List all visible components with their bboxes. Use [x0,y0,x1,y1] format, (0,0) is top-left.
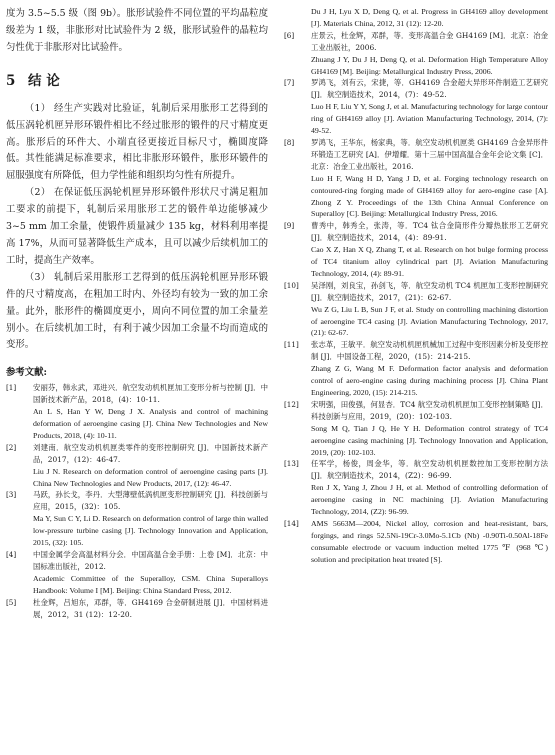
reference-en: Liu J N. Research on deformation control of aeroengine casing parts [J]. China New Technologies and New Products, 2017, (12): 46-47. [33,466,268,488]
reference-item [284,6,548,30]
reference-tag: [3] [6,490,17,500]
reference-item [284,280,548,340]
reference-tag: [5] [6,597,17,607]
reference-tag: [7] [284,78,295,88]
reference-en: Zhuang J Y, Du J H, Deng Q, et al. Deformation High Temperature Alloy GH4169 [M]. Beijing: Metallurgical Industry Press, 2006. [311,54,548,76]
reference-item [6,442,268,490]
section-heading [6,71,268,91]
reference-zh: 吴泽刚，刘良宝，孙剑飞，等．航空发动机 TC4 机匣加工变形控制研究 [J]．航空制造技术，2017，(21)：62-67. [311,280,548,302]
reference-tag: [12] [284,399,299,409]
reference-list-left [6,382,268,620]
reference-item [6,382,268,442]
conclusion-2: （2） 在保证低压涡轮机匣异形环锻件形状尺寸满足粗加工要求的前提下，轧制后采用胀形工艺的锻件单边能够减少 3~5 mm 加工余量，使锻件质量减少 135 kg，材料利用率提高 17%，从而可显著降低生产成本，且可以减少后续机加工的工时，提高生产效率。 [6,187,268,266]
reference-zh: 曹秀中，韩秀全，张涛，等．TC4 钛合金筒形件分瓣热胀形工艺研究 [J]．航空制造技术，2014，(4)：89-91. [311,221,548,243]
reference-tag: [11] [284,340,299,350]
reference-zh: 张志革，王敏平．航空发动机机匣机械加工过程中变形因素分析及变形控制 [J]．中国设备工程，2020，(15)：214-215. [311,340,548,362]
references-title: 参考文献: [6,367,47,379]
reference-en: Luo H F, Liu Y Y, Song J, et al. Manufacturing technology for large contour ring of GH4169 alloy [J]. Aviation Manufacturing Technology, 2014, (7): 49-52. [311,102,548,136]
reference-zh: 宋明强，田俊强，何显杏．TC4 航空发动机机匣加工变形控制策略 [J]．科技创新与应用，2019，(20)：102-103. [311,399,548,421]
reference-item [284,339,548,399]
reference-en: Luo H F, Wang H D, Yang J D, et al. Forging technology research on contoured-ring forging made of GH4169 alloy for aero-engine case [A]. Zhong Z Y. Proceedings of the 13th China Annual Conference on Superalloy [C]. Beijing: Metallurgical Industry Press, 2016. [311,173,548,219]
reference-en: Song M Q, Tian J Q, He Y H. Deformation control strategy of TC4 aeroengine casing machining [J]. Technology Innovation and Application, 2019, (20): 102-103. [311,423,548,457]
reference-tag: [8] [284,137,295,147]
reference-item [6,549,268,597]
reference-item [284,137,548,220]
reference-item [284,458,548,518]
reference-item [284,518,548,566]
section-title: 结 论 [28,72,60,89]
reference-zh: 罗鸿飞，王华东，杨家典，等．航空发动机机匣类 GH4169 合金异形件环锻造工艺研究 [A]．伊增耀．第十三届中国高温合金年会论文集 [C]．北京：冶金工业出版社，2016. [311,137,548,171]
section-number: 5 [6,72,16,89]
reference-item [284,77,548,137]
reference-en: Cao X Z, Han X Q, Zhang T, et al. Research on hot bulge forming process of TC4 titanium alloy cylindrical part [J]. Aviation Manufacturing Technology, 2014, (4): 89-91. [311,245,548,278]
reference-en: Du J H, Lyu X D, Deng Q, et al. Progress in GH4169 alloy development [J]. Materials China, 2012, 31 (12): 12-20. [311,7,548,28]
left-column [6,6,268,620]
reference-zh: 马跃，孙长戈，李丹．大型薄壁低涡机匣变形控制研究 [J]．科技创新与应用，2015，(32)：105. [33,490,268,512]
reference-tag: [2] [6,442,17,452]
reference-tag: [1] [6,383,17,393]
reference-list-right [284,6,548,566]
reference-zh: 罗鸿飞，刘有云，宋捷，等．GH4169 合金超大异形环件制造工艺研究 [J]．航空制造技术，2014，(7)：49-52. [311,78,548,100]
reference-en: Zhang Z G, Wang M F. Deformation factor analysis and deformation control of aero-engine casing during machining process [J]. China Plant Engineering, 2020, (15): 214-215. [311,364,548,397]
reference-item [6,489,268,549]
reference-item [284,220,548,280]
reference-en: An L S, Han Y W, Deng J X. Analysis and control of machining deformation of aeroengine casing [J]. China New Technologies and New Products, 2018, (4): 10-11. [33,407,268,440]
reference-tag: [6] [284,30,295,40]
reference-zh: 杜金辉，吕旭东，邓群，等．GH4169 合金研制进展 [J]．中国材料进展，2012，31 (12)：12-20. [33,597,268,619]
reference-en: Ren J X, Yang J, Zhou J H, et al. Method of controlling deformation of aeroengine casing in NC machining [J]. Aviation Manufacturing Technology, 2014, (Z2): 96-99. [311,483,548,517]
conclusion-3: （3） 轧制后采用胀形工艺得到的低压涡轮机匣异形环锻件的尺寸精度高，在粗加工时内、外径均有较为一致的加工余量。此外，胀形件的椭圆度更小，周向不同位置的加工余量差别小。在后续机加工时，有利于减少因加工余量不均而造成的变形。 [6,271,268,351]
reference-tag: [13] [284,459,299,469]
intro-paragraph: 度为 3.5~5.5 级（图 9b）。胀形试验件不同位置的平均晶粒度级差为 1 级，非胀形对比试验件为 2 级，胀形试验件的晶粒均匀性优于非胀形对比试验件。 [6,8,268,53]
reference-tag: [4] [6,550,17,559]
reference-item [284,30,548,78]
reference-zh: 中国金属学会高温材料分会．中国高温合金手册：上卷 [M]．北京：中国标准出版社，2012. [33,550,268,571]
reference-zh: 刘建南．航空发动机机匣类零件的变形控制研究 [J]．中国新技术新产品，2017，(12)：46-47. [33,442,268,464]
reference-en: Academic Committee of the Superalloy, CSM. China Superalloys Handbook: Volume I [M]. Beijing: China Standard Press, 2012. [33,573,268,595]
reference-zh: 任军学，杨俊，周金华，等．航空发动机机匣数控加工变形控制方法 [J]．航空制造技术，2014，(Z2)：96-99. [311,459,548,481]
reference-item [284,399,548,459]
reference-zh: 安丽芬，韩永武，邓进兴．航空发动机机匣加工变形分析与控制 [J]．中国新技术新产品，2018，(4)：10-11. [33,383,268,405]
reference-en: Ma Y, Sun C Y, Li D. Research on deformation control of large thin walled low-pressure turbine casing [J]. Technology Innovation and Application, 2015, (32): 105. [33,514,268,548]
conclusion-1: （1） 经生产实践对比验证，轧制后采用胀形工艺得到的低压涡轮机匣异形环锻件相比不经过胀形的锻件的尺寸精度更高。胀形后的环件大、小端直径更接近目标尺寸，椭圆度降低。其性能满足标准要求，相比非胀形环锻件，胀形环锻件的屈服强度有所降低，但力学性能和组织均匀性有所提升。 [6,102,268,182]
reference-tag: [9] [284,221,295,231]
reference-en: AMS 5663M—2004, Nickel alloy, corrosion and heat-resistant, bars, forgings, and rings 52.5Ni-19Cr-3.0Mo-5.1Cb (Nb) -0.90Ti-0.50Al-18Fe consumable electrode or vacuum induction melted 1775 ℉ (968 ℃) solution and precipitation heat treated [S]. [311,518,548,564]
right-column [284,6,548,566]
reference-tag: [10] [284,280,299,290]
reference-item [6,597,268,621]
reference-en: Wu Z G, Liu L B, Sun J F, et al. Study on controlling machining distortion of aeroengine TC4 casing [J]. Aviation Manufacturing Technology, 2017, (21): 62-67. [311,304,548,338]
reference-tag: [14] [284,518,299,528]
reference-zh: 庄景云，杜金辉，邓群，等．变形高温合金 GH4169 [M]．北京：冶金工业出版社，2006. [311,30,548,52]
